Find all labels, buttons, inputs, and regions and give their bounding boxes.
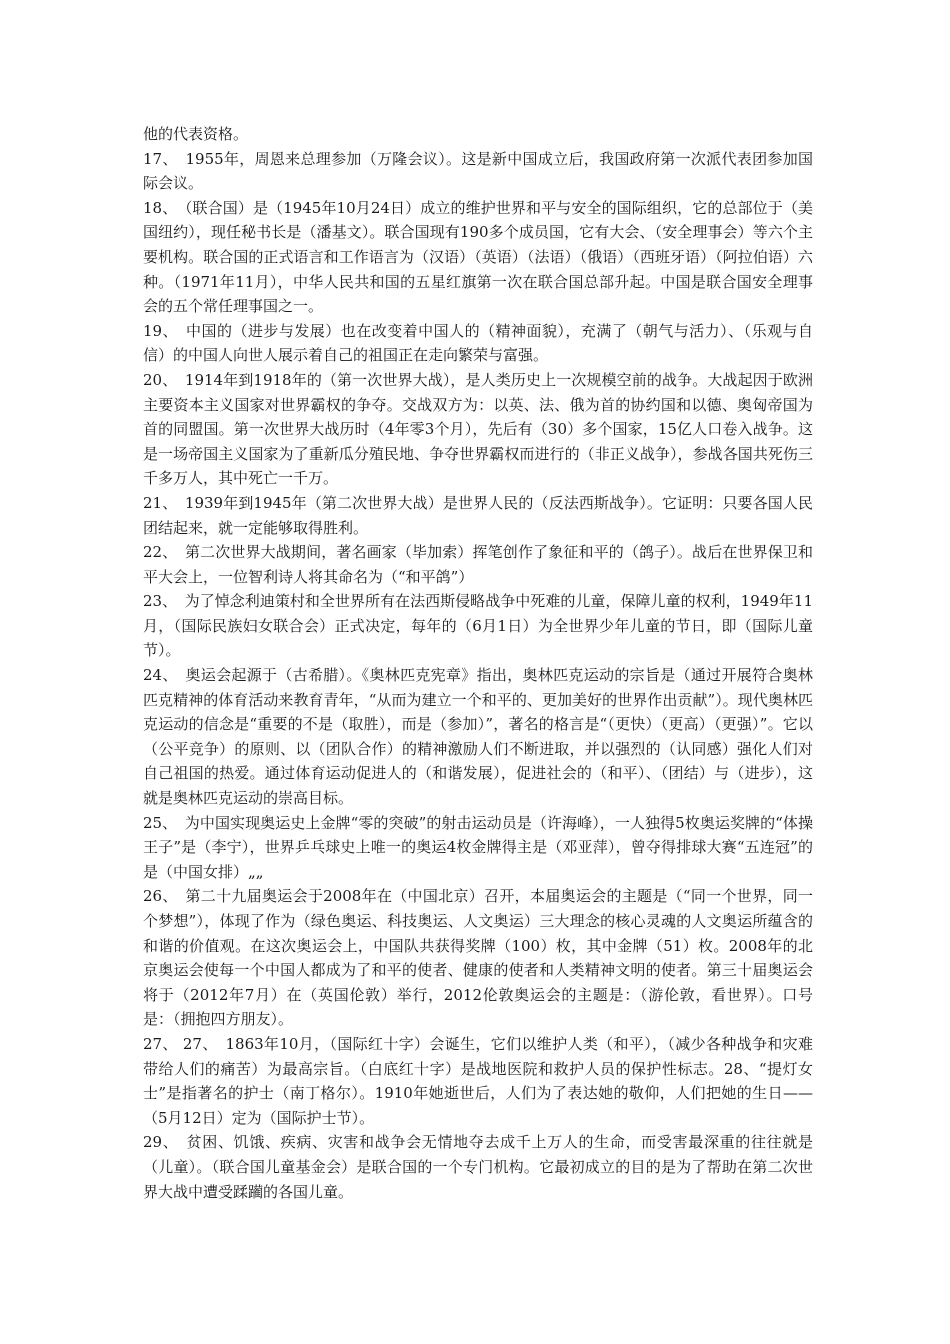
paragraph-26: 26、 第二十九届奥运会于2008年在（中国北京）召开，本届奥运会的主题是（“同一个世界，同一个梦想”），体现了作为（绿色奥运、科技奥运、人文奥运）三大理念的核心灵魂的人文奥运所蕴含的和谐的价值观。在这次奥运会上，中国队共获得奖牌（100）枚，其中金牌（51）枚。2008年的北京奥运会使每一个中国人都成为了和平的使者、健康的使者和人类精神文明的使者。第三十届奥运会将于（2012年7月）在（英国伦敦）举行，2012伦敦奥运会的主题是：（游伦敦，看世界）。口号是：（拥抱四方朋友）。 (143, 887, 813, 1029)
paragraph-24: 24、 奥运会起源于（古希腊）。《奥林匹克宪章》指出，奥林匹克运动的宗旨是（通过开展符合奥林匹克精神的体育活动来教育青年，“从而为建立一个和平的、更加美好的世界作出贡献”）。现代奥林匹克运动的信念是“重要的不是（取胜），而是（参加）”，著名的格言是“（更快）（更高）（更强）”。它以（公平竞争）的原则、以（团队合作）的精神激励人们不断进取，并以强烈的（认同感）强化人们对自己祖国的热爱。通过体育运动促进人的（和谐发展），促进社会的（和平）、（团结）与（进步），这就是奥林匹克运动的崇高目标。 (143, 666, 813, 808)
paragraph-22: 22、 第二次世界大战期间，著名画家（毕加索）挥笔创作了象征和平的（鸽子）。战后在世界保卫和平大会上，一位智利诗人将其命名为（“和平鸽”） (143, 543, 813, 586)
paragraph-20: 20、 1914年到1918年的（第一次世界大战），是人类历史上一次规模空前的战争。大战起因于欧洲主要资本主义国家对世界霸权的争夺。交战双方为：以英、法、俄为首的协约国和以德、奥匈帝国为首的同盟国。第一次世界大战历时（4年零3个月），先后有（30）多个国家，15亿人口卷入战争。这是一场帝国主义国家为了重新瓜分殖民地、争夺世界霸权而进行的（非正义战争），参战各国共死伤三千多万人，其中死亡一千万。 (143, 370, 813, 488)
paragraph-continuation: 他的代表资格。 (143, 125, 249, 143)
paragraph-19: 19、 中国的（进步与发展）也在改变着中国人的（精神面貌），充满了（朝气与活力）、（乐观与自信）的中国人向世人展示着自己的祖国正在走向繁荣与富强。 (143, 321, 813, 365)
paragraph-21: 21、 1939年到1945年（第二次世界大战）是世界人民的（反法西斯战争）。它证明：只要各国人民团结起来，就一定能够取得胜利。 (143, 493, 813, 537)
document-page (143, 122, 813, 1204)
paragraph-25: 25、 为中国实现奥运史上金牌“零的突破”的射击运动员是（许海峰），一人独得5枚奥运奖牌的“体操王子”是（李宁），世界乒乓球史上唯一的奥运4枚金牌得主是（邓亚萍），曾夺得排球大赛“五连冠”的是（中国女排）„„ (143, 813, 813, 881)
paragraph-29: 29、 贫困、饥饿、疾病、灾害和战争会无情地夺去成千上万人的生命，而受害最深重的往往就是（儿童）。（联合国儿童基金会）是联合国的一个专门机构。它最初成立的目的是为了帮助在第二次世界大战中遭受蹂躏的各国儿童。 (143, 1133, 813, 1201)
paragraph-17: 17、 1955年，周恩来总理参加（万隆会议）。这是新中国成立后，我国政府第一次派代表团参加国际会议。 (143, 149, 813, 193)
paragraph-27-28: 27、 27、 1863年10月，（国际红十字）会诞生，它们以维护人类（和平），（减少各种战争和灾难带给人们的痛苦）为最高宗旨。（白底红十字）是战地医院和救护人员的保护性标志。28、“提灯女士”是指著名的护士（南丁格尔）。1910年她逝世后，人们为了表达她的敬仰，人们把她的生日——（5月12日）定为（国际护士节）。 (143, 1034, 813, 1127)
paragraph-23: 23、 为了悼念利迪策村和全世界所有在法西斯侵略战争中死难的儿童，保障儿童的权利，1949年11月，（国际民族妇女联合会）正式决定，每年的（6月1日）为全世界少年儿童的节日，即（国际儿童节）。 (143, 592, 813, 660)
paragraph-18: 18、 （联合国）是（1945年10月24日）成立的维护世界和平与安全的国际组织，它的总部位于（美国纽约），现任秘书长是（潘基文）。联合国现有190多个成员国，它有大会、（安全理事会）等六个主要机构。联合国的正式语言和工作语言为（汉语）（英语）（法语）（俄语）（西班牙语）（阿拉伯语）六种。（1971年11月），中华人民共和国的五星红旗第一次在联合国总部升起。中国是联合国安全理事会的五个常任理事国之一。 (143, 198, 813, 316)
